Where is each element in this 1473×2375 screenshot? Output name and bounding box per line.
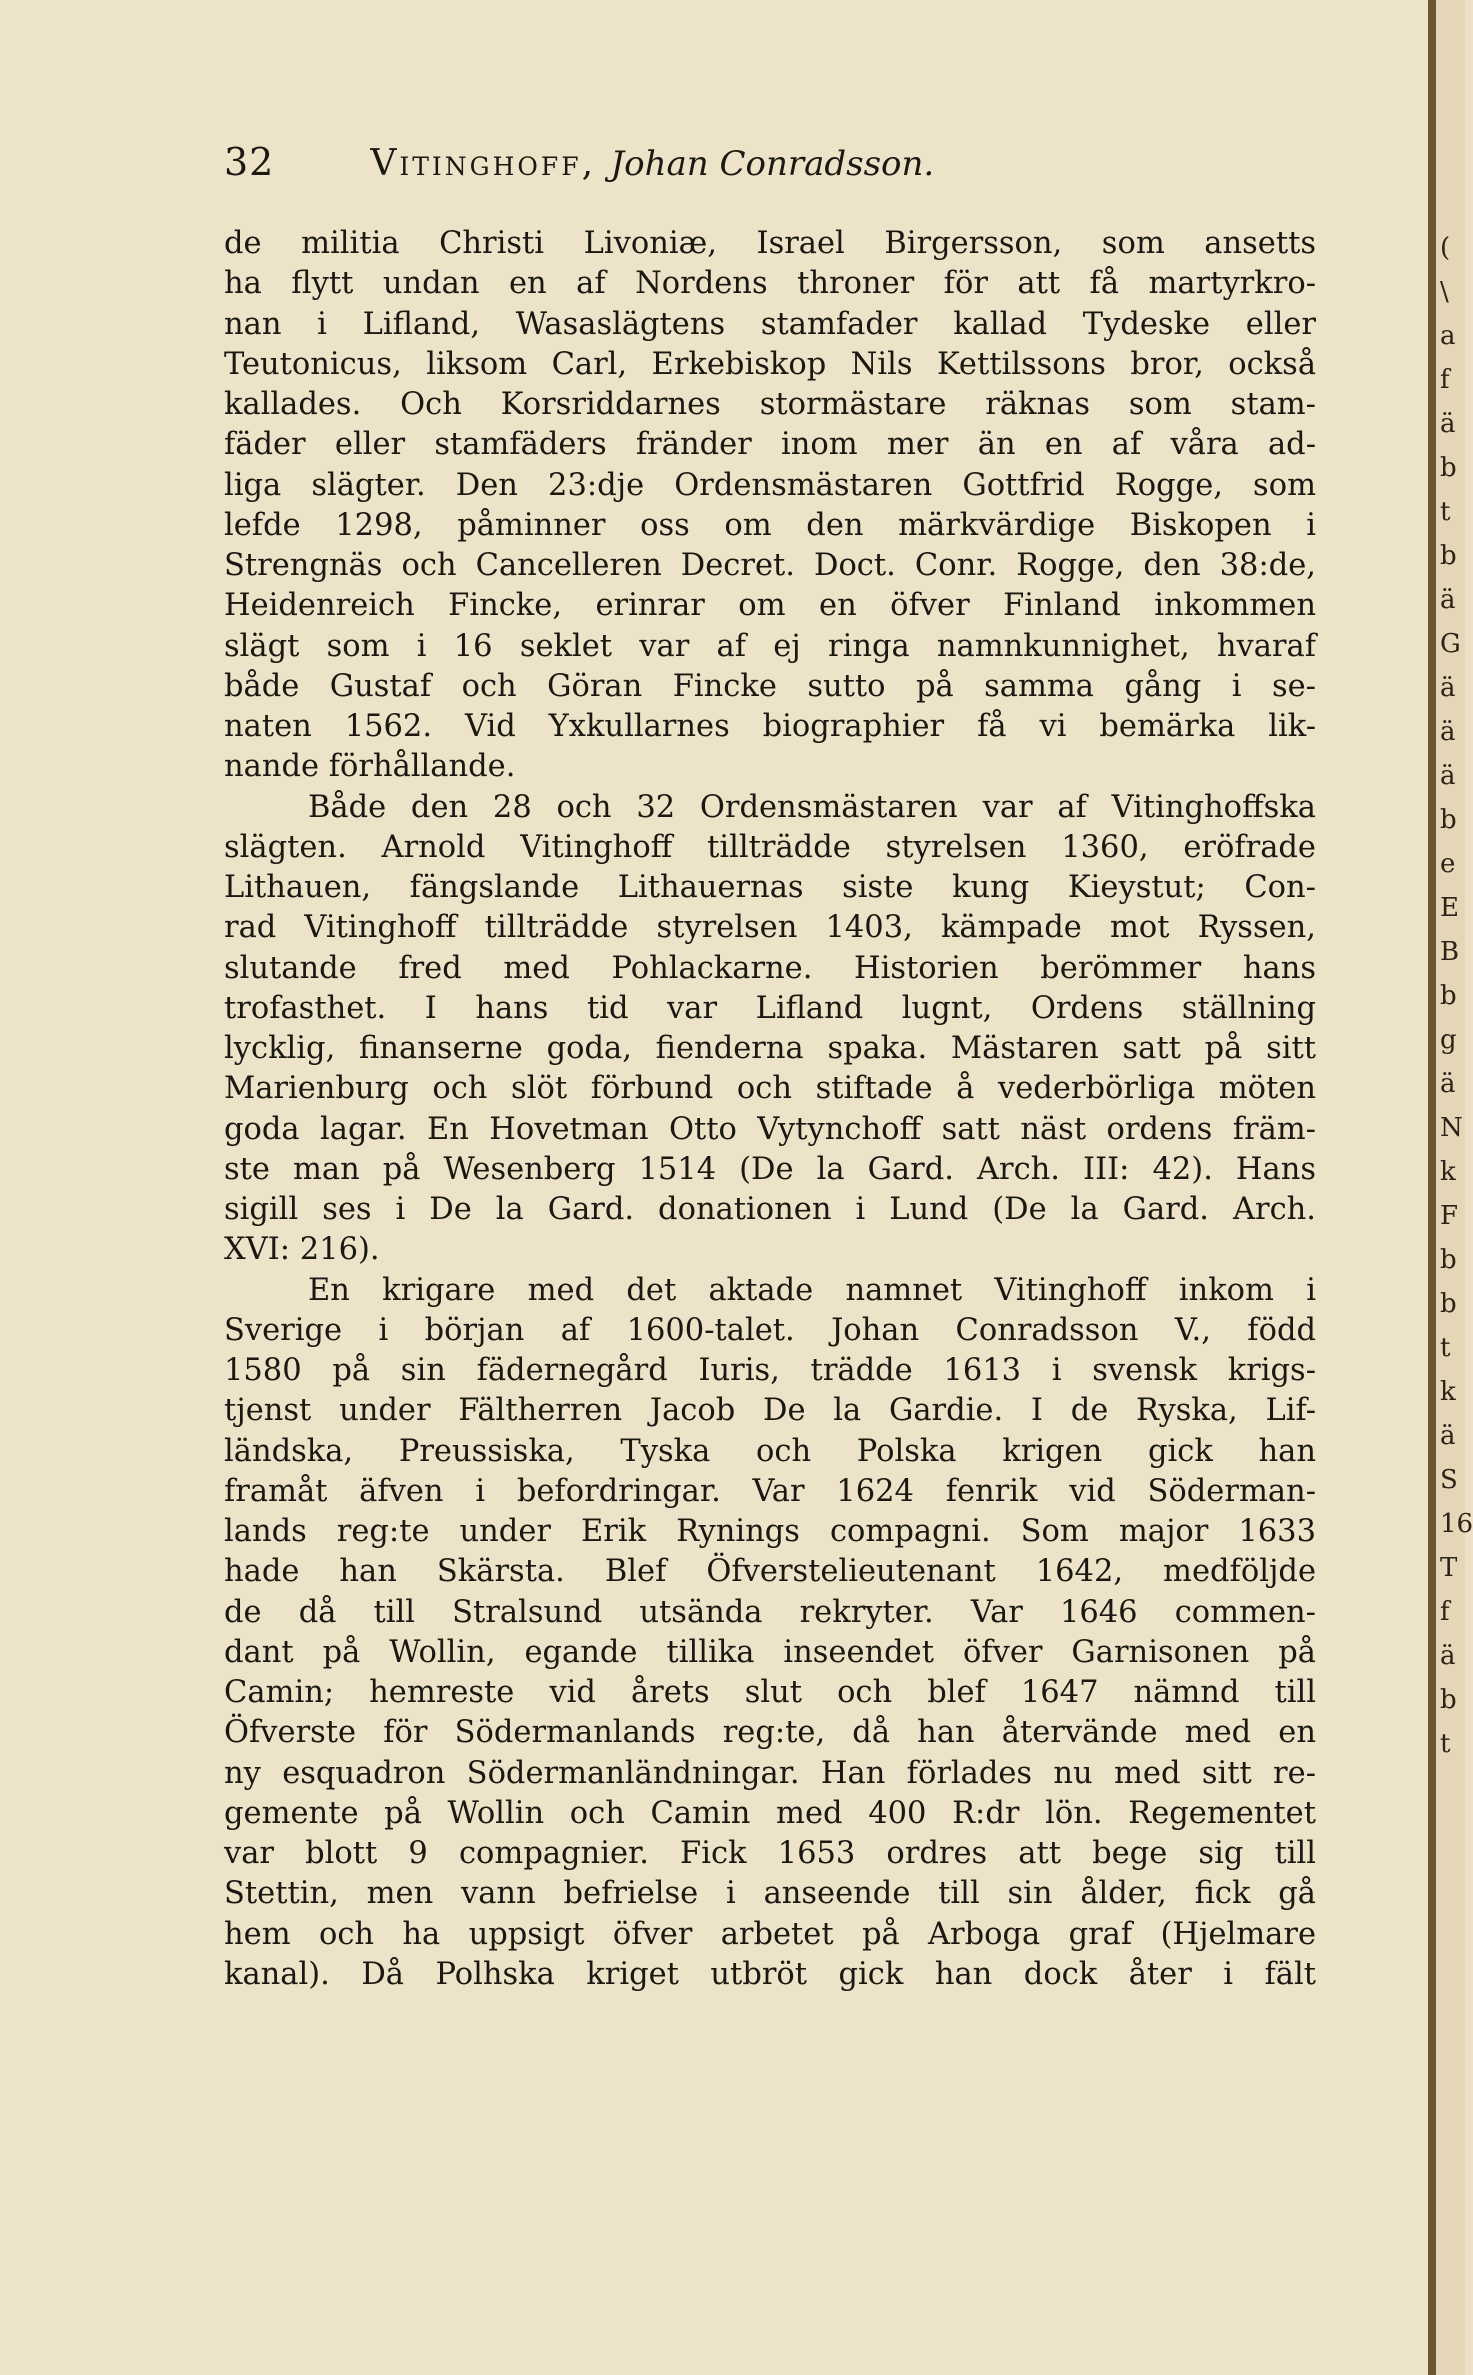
text-line: ländska, Preussiska, Tyska och Polska krigen gick han <box>224 1433 1316 1469</box>
adjacent-page-fragment: g <box>1440 1025 1457 1055</box>
adjacent-page-fragment: b <box>1440 1685 1457 1715</box>
text-line: XVI: 216). <box>224 1232 380 1268</box>
adjacent-page-fragment: N <box>1440 1113 1463 1143</box>
text-line: fäder eller stamfäders fränder inom mer än en af våra ad- <box>224 427 1316 463</box>
text-line: lefde 1298, påminner oss om den märkvärdige Biskopen i <box>224 507 1316 543</box>
text-line: slägt som i 16 seklet var af ej ringa namnkunnighet, hvaraf <box>224 628 1316 664</box>
text-line: naten 1562. Vid Yxkullarnes biographier få vi bemärka lik- <box>224 709 1316 744</box>
running-head <box>370 143 934 184</box>
text-line: ny esquadron Södermanländningar. Han förlades nu med sitt re- <box>224 1755 1316 1791</box>
text-line: Strengnäs och Cancelleren Decret. Doct. Conr. Rogge, den 38:de, <box>224 548 1316 583</box>
running-head-name: Vitinghoff, <box>370 143 597 184</box>
text-line: kallades. Och Korsriddarnes stormästare räknas som stam- <box>224 387 1316 422</box>
adjacent-page-fragment: G <box>1440 629 1461 659</box>
adjacent-page-fragment: S <box>1440 1465 1458 1495</box>
text-line: hade han Skärsta. Blef Öfverstelieutenant 1642, medföljde <box>224 1554 1316 1590</box>
text-line: lycklig, finanserne goda, fienderna spaka. Mästaren satt på sitt <box>224 1031 1316 1066</box>
text-line: kanal). Då Polhska kriget utbröt gick han dock åter i fält <box>224 1956 1316 1992</box>
adjacent-page-fragment: F <box>1440 1201 1459 1231</box>
text-line: Stettin, men vann befrielse i anseende till sin ålder, fick gå <box>224 1876 1316 1912</box>
body-text <box>224 224 1316 1995</box>
adjacent-page-fragment: b <box>1440 805 1457 835</box>
adjacent-page-fragment: k <box>1440 1157 1456 1187</box>
text-line: Öfverste för Södermanlands reg:te, då han återvände med en <box>224 1715 1316 1751</box>
text-line: rad Vitinghoff tillträdde styrelsen 1403, kämpade mot Ryssen, <box>224 910 1316 946</box>
adjacent-page-fragment: b <box>1440 1245 1457 1275</box>
text-line: goda lagar. En Hovetman Otto Vytynchoff satt näst ordens främ- <box>224 1111 1316 1147</box>
text-line: Sverige i början af 1600-talet. Johan Conradsson V., född <box>224 1312 1316 1348</box>
adjacent-page-fragment: \ <box>1440 277 1449 307</box>
adjacent-page-fragment: t <box>1440 1729 1451 1759</box>
adjacent-page-fragment: b <box>1440 453 1457 483</box>
text-line: tjenst under Fältherren Jacob De la Gardie. I de Ryska, Lif- <box>224 1393 1316 1429</box>
adjacent-page-fragment: b <box>1440 541 1457 571</box>
text-line: ste man på Wesenberg 1514 (De la Gard. Arch. III: 42). Hans <box>224 1151 1316 1187</box>
text-line: slägten. Arnold Vitinghoff tillträdde styrelsen 1360, eröfrade <box>224 829 1316 865</box>
text-line: Lithauen, fängslande Lithauernas siste kung Kieystut; Con- <box>224 870 1316 905</box>
text-line: nande förhållande. <box>224 749 516 785</box>
text-line: hem och ha uppsigt öfver arbetet på Arboga graf (Hjelmare <box>224 1916 1316 1952</box>
text-line: trofasthet. I hans tid var Lifland lugnt, Ordens ställning <box>224 990 1316 1026</box>
adjacent-page-fragment: ä <box>1440 409 1456 439</box>
adjacent-page-fragment: ä <box>1440 1641 1456 1671</box>
adjacent-page-fragment: ä <box>1440 761 1456 791</box>
book-gutter <box>1428 0 1436 2375</box>
adjacent-page-fragment: k <box>1440 1377 1456 1407</box>
text-line: Teutonicus, liksom Carl, Erkebiskop Nils Kettilssons bror, också <box>224 346 1316 382</box>
adjacent-page-fragment: ä <box>1440 717 1456 747</box>
adjacent-page-fragment: a <box>1440 321 1456 351</box>
text-line: Både den 28 och 32 Ordensmästaren var af Vitinghoffska <box>308 789 1316 825</box>
text-line: var blott 9 compagnier. Fick 1653 ordres att bege sig till <box>224 1836 1316 1871</box>
text-line: Marienburg och slöt förbund och stiftade å vederbörliga möten <box>224 1071 1316 1107</box>
text-line: Camin; hemreste vid årets slut och blef 1647 nämnd till <box>224 1675 1316 1710</box>
text-line: 1580 på sin fädernegård Iuris, trädde 1613 i svensk krigs- <box>224 1353 1316 1388</box>
adjacent-page-fragment: f <box>1440 365 1450 395</box>
adjacent-page-fragment: ä <box>1440 585 1456 615</box>
adjacent-page-fragment: f <box>1440 1597 1450 1627</box>
adjacent-page-fragment: T <box>1440 1553 1458 1583</box>
text-line: slutande fred med Pohlackarne. Historien berömmer hans <box>224 950 1316 986</box>
adjacent-page-fragment: t <box>1440 1333 1451 1363</box>
text-line: En krigare med det aktade namnet Vitinghoff inkom i <box>308 1272 1316 1308</box>
adjacent-page-fragment: ( <box>1440 233 1451 263</box>
text-line: dant på Wollin, egande tillika inseendet öfver Garnisonen på <box>224 1634 1316 1670</box>
adjacent-page-fragment: 16 <box>1440 1509 1473 1539</box>
text-line: både Gustaf och Göran Fincke sutto på samma gång i se- <box>224 668 1316 704</box>
adjacent-page-fragment: t <box>1440 497 1451 527</box>
page-number: 32 <box>224 140 275 184</box>
text-line: gemente på Wollin och Camin med 400 R:dr lön. Regementet <box>224 1795 1316 1831</box>
page-header <box>224 140 934 188</box>
adjacent-page-fragment: b <box>1440 1289 1457 1319</box>
adjacent-page-fragment: ä <box>1440 1069 1456 1099</box>
text-line: lands reg:te under Erik Rynings compagni. Som major 1633 <box>224 1514 1316 1549</box>
text-line: de då till Stralsund utsända rekryter. Var 1646 commen- <box>224 1594 1316 1630</box>
running-head-person: Johan Conradsson. <box>610 144 935 184</box>
text-line: liga slägter. Den 23:dje Ordensmästaren Gottfrid Rogge, som <box>224 467 1316 503</box>
text-line: sigill ses i De la Gard. donationen i Lund (De la Gard. Arch. <box>224 1192 1316 1227</box>
text-line: Heidenreich Fincke, erinrar om en öfver Finland inkommen <box>224 588 1316 624</box>
adjacent-page-fragment: ä <box>1440 673 1456 703</box>
adjacent-page-edge <box>1436 0 1473 2375</box>
adjacent-page-fragment: e <box>1440 849 1456 879</box>
text-line: de militia Christi Livoniæ, Israel Birgersson, som ansetts <box>224 226 1316 261</box>
adjacent-page-fragment: ä <box>1440 1421 1456 1451</box>
text-line: framåt äfven i befordringar. Var 1624 fenrik vid Söderman- <box>224 1473 1316 1509</box>
adjacent-page-fragment: E <box>1440 893 1459 923</box>
text-line: ha flytt undan en af Nordens throner för att få martyrkro- <box>224 266 1316 302</box>
adjacent-page-fragment: b <box>1440 981 1457 1011</box>
text-line: nan i Lifland, Wasaslägtens stamfader kallad Tydeske eller <box>224 306 1316 342</box>
adjacent-page-fragment: B <box>1440 937 1460 967</box>
